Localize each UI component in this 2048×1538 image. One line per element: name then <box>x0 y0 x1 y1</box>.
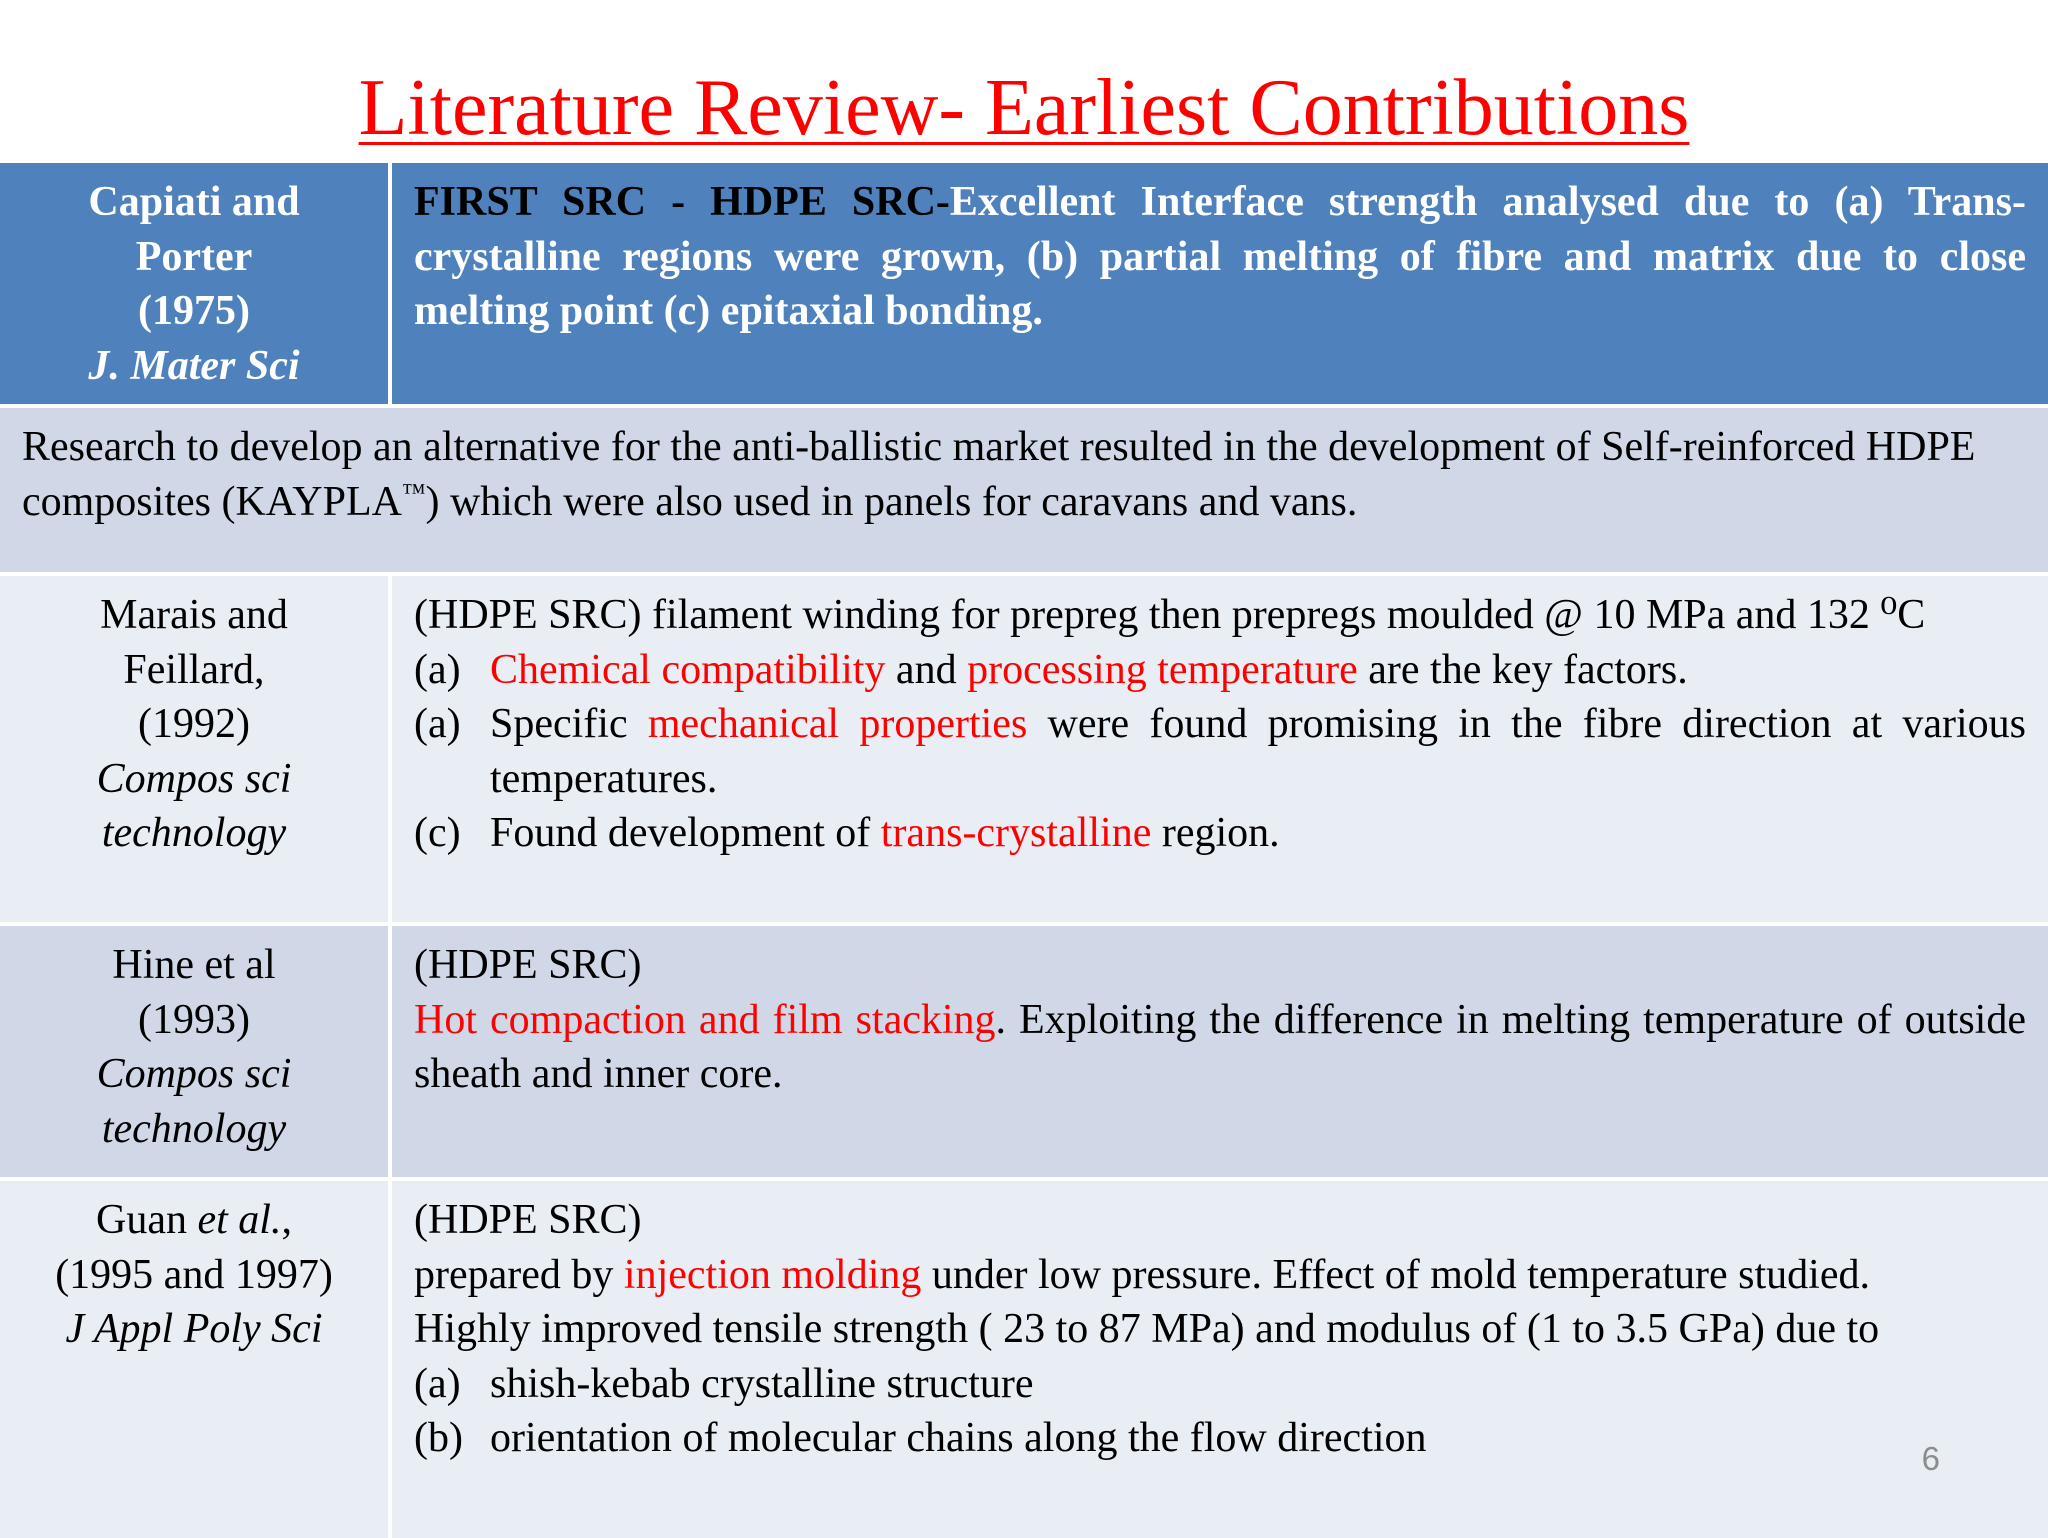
reference-cell <box>0 926 392 1177</box>
year: (1992) <box>138 701 250 747</box>
table-row-research <box>0 408 2048 576</box>
research-text-end: ) which were also used in panels for caravans and vans. <box>425 478 1358 525</box>
text-part: under low pressure. Effect of mold temperature studied. <box>921 1251 1870 1298</box>
description-line: (HDPE SRC) <box>414 1197 642 1243</box>
list-item <box>414 806 2026 861</box>
text-part: are the key factors. <box>1357 646 1688 693</box>
literature-table <box>0 163 2048 1538</box>
journal: technology <box>101 1105 287 1152</box>
journal: Compos sci <box>96 755 292 802</box>
description-cell <box>392 926 2048 1177</box>
list-text <box>490 806 2026 861</box>
text-part: prepared by <box>414 1251 624 1298</box>
description-line <box>414 1248 2026 1303</box>
journal: technology <box>101 810 287 856</box>
list-text: shish-kebab crystalline structure <box>490 1360 1034 1407</box>
reference-cell <box>0 1181 392 1538</box>
page-number: 6 <box>1921 1440 1940 1477</box>
highlight-text: mechanical properties <box>647 701 1028 747</box>
table-row-marais <box>0 576 2048 926</box>
author-comma: , <box>281 1197 292 1243</box>
list-marker: (a) <box>414 1360 461 1407</box>
description-text <box>414 993 2026 1102</box>
text-part: and <box>885 646 968 693</box>
author-line: Porter <box>135 233 253 280</box>
year: (1993) <box>138 996 250 1043</box>
research-cell <box>0 408 2048 572</box>
reference-cell <box>0 163 392 404</box>
list-text: orientation of molecular chains along the flow direction <box>490 1415 1427 1461</box>
trademark-symbol: ™ <box>401 479 426 506</box>
list-text <box>490 697 2026 806</box>
slide-title: Literature Review- Earliest Contributions <box>358 64 1690 152</box>
table-row-guan <box>0 1181 2048 1538</box>
text-part: Found development of <box>490 810 881 856</box>
description-intro: (HDPE SRC) filament winding for prepreg then prepregs moulded @ 10 MPa and 132 ⁰C <box>414 592 1926 638</box>
author-line: Capiati and <box>88 179 300 225</box>
highlight-text: Chemical compatibility <box>490 646 886 693</box>
finding-list <box>414 643 2026 861</box>
text-part: were found promising in the fibre direction at various temperatures. <box>490 701 2027 802</box>
journal: J Appl Poly Sci <box>65 1306 323 1352</box>
lead-text: FIRST SRC - HDPE SRC- <box>414 179 950 225</box>
text-part: Specific <box>490 701 648 747</box>
list-marker: (b) <box>414 1415 463 1461</box>
year: (1995 and 1997) <box>55 1251 333 1298</box>
table-row-capiati <box>0 163 2048 408</box>
list-marker: (c) <box>414 810 461 856</box>
journal: Compos sci <box>96 1051 292 1097</box>
list-item <box>414 1411 2026 1466</box>
year: (1975) <box>138 288 250 334</box>
description-line: Highly improved tensile strength ( 23 to 87 MPa) and modulus of (1 to 3.5 GPa) due to <box>414 1306 1880 1352</box>
highlight-text: Hot compaction and film stacking <box>414 996 996 1043</box>
finding-list <box>414 1357 2026 1466</box>
list-item <box>414 697 2026 806</box>
author-line <box>8 1193 380 1248</box>
author-line: Marais and <box>100 592 288 638</box>
list-text <box>490 643 2026 698</box>
author-line: Hine et al <box>112 942 276 988</box>
highlight-text: trans-crystalline <box>880 810 1152 856</box>
author-line: Feillard, <box>123 646 265 693</box>
highlight-text: injection molding <box>623 1251 922 1298</box>
research-text: Research to develop an alternative for the anti-ballistic market resulted in the development of Self-reinforced HDPE composites (KAYPLA <box>22 424 1976 525</box>
description-cell <box>392 1181 2048 1538</box>
highlight-text: processing temperature <box>967 646 1358 693</box>
description-cell <box>392 576 2048 922</box>
description-line: (HDPE SRC) <box>414 942 642 988</box>
text-part: region. <box>1151 810 1280 856</box>
description-cell <box>392 163 2048 404</box>
text-part: . Exploiting the difference in melting temperature of outside sheath and inner core. <box>414 996 2026 1097</box>
table-row-hine <box>0 926 2048 1181</box>
author-name: Guan <box>96 1197 198 1243</box>
list-marker: (a) <box>414 701 461 747</box>
journal: J. Mater Sci <box>88 342 300 389</box>
reference-cell <box>0 576 392 922</box>
list-item <box>414 1357 2026 1412</box>
list-marker: (a) <box>414 646 461 693</box>
description-text: Excellent Interface strength analysed due to (a) Trans-crystalline regions were grown, (b) partial melting of fibre and matrix due to close melting point (c) epitaxial bonding. <box>414 179 2026 334</box>
et-al: et al. <box>197 1197 282 1243</box>
list-item <box>414 643 2026 698</box>
